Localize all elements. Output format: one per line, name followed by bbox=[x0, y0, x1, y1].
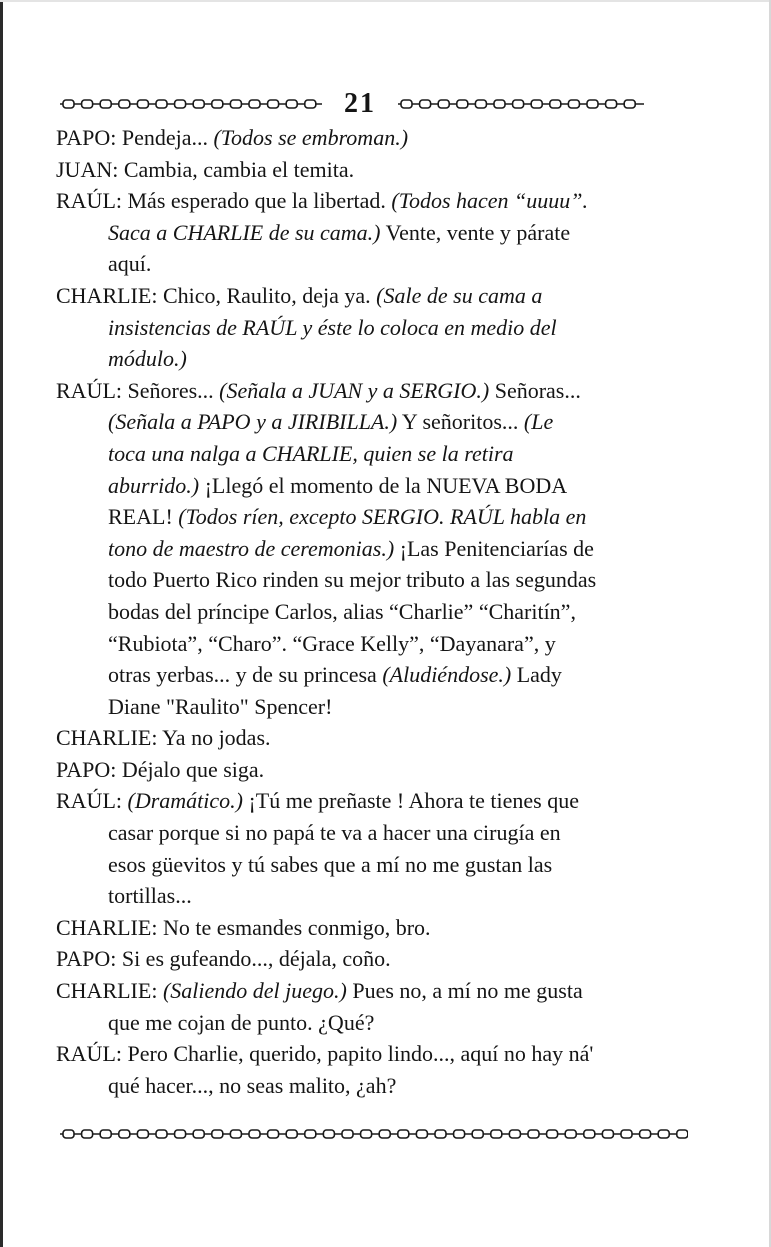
chain-link bbox=[513, 100, 524, 108]
chain-link bbox=[602, 1130, 613, 1138]
chain-link bbox=[119, 100, 130, 108]
chain-link bbox=[494, 100, 505, 108]
chain-link bbox=[175, 100, 186, 108]
dialogue-text: “Rubiota”, “Charo”. “Grace Kelly”, “Dayanara”, y bbox=[108, 630, 556, 656]
chain-link bbox=[230, 1130, 241, 1138]
chain-link bbox=[305, 100, 316, 108]
chain-link bbox=[435, 1130, 446, 1138]
dialogue-text: PAPO: Si es gufeando..., déjala, coño. bbox=[56, 946, 391, 972]
script-line bbox=[56, 943, 696, 975]
dialogue-text: otras yerbas... y de su princesa bbox=[108, 662, 383, 688]
script-line-continuation bbox=[56, 1070, 696, 1102]
stage-direction: (Dramático.) bbox=[127, 788, 243, 814]
chain-link bbox=[286, 100, 297, 108]
script-line-continuation bbox=[56, 438, 696, 470]
script-line-continuation bbox=[56, 217, 696, 249]
dialogue-text: todo Puerto Rico rinden su mejor tributo a las segundas bbox=[108, 567, 597, 593]
chain-link bbox=[509, 1130, 520, 1138]
stage-direction: aburrido.) bbox=[108, 472, 200, 498]
page-number: 21 bbox=[344, 88, 376, 119]
chain-ornament-right bbox=[398, 98, 644, 110]
dialogue-text: Pues no, a mí no me gusta bbox=[346, 978, 583, 1004]
stage-direction: (Saliendo del juego.) bbox=[162, 978, 347, 1004]
dialogue-text: CHARLIE: Chico, Raulito, deja ya. bbox=[56, 282, 377, 308]
chain-link bbox=[587, 100, 598, 108]
stage-direction: tono de maestro de ceremonias.) bbox=[108, 535, 395, 561]
dialogue-text: esos güevitos y tú sabes que a mí no me gustan las bbox=[108, 851, 553, 877]
stage-direction: insistencias de RAÚL y éste lo coloca en medio del bbox=[108, 314, 557, 340]
stage-direction: (Aludiéndose.) bbox=[382, 662, 512, 688]
dialogue-text: ¡Tú me preñaste ! Ahora te tienes que bbox=[242, 788, 579, 814]
chain-ornament-left bbox=[60, 98, 322, 110]
chain-right-graphic bbox=[398, 98, 644, 110]
dialogue-text: casar porque si no papá te va a hacer una cirugía en bbox=[108, 820, 561, 846]
chain-link bbox=[658, 1130, 669, 1138]
chain-link bbox=[624, 100, 635, 108]
dialogue-text: qué hacer..., no seas malito, ¿ah? bbox=[108, 1072, 397, 1098]
dialogue-text: CHARLIE: bbox=[56, 978, 163, 1004]
script-line-continuation bbox=[56, 880, 696, 912]
script-line bbox=[56, 1038, 696, 1070]
dialogue-text: REAL! bbox=[108, 504, 179, 530]
chain-link bbox=[212, 1130, 223, 1138]
chain-link bbox=[438, 100, 449, 108]
chain-link bbox=[454, 1130, 465, 1138]
dialogue-text: PAPO: Déjalo que siga. bbox=[56, 756, 265, 782]
dialogue-text: Vente, vente y párate bbox=[380, 219, 571, 245]
chain-link bbox=[249, 100, 260, 108]
stage-direction: toca una nalga a CHARLIE, quien se la retira bbox=[108, 440, 514, 466]
script-line bbox=[56, 122, 696, 154]
dialogue-text: aquí. bbox=[108, 251, 152, 277]
chain-link bbox=[63, 100, 74, 108]
dialogue-text: RAÚL: Pero Charlie, querido, papito lindo..., aquí no hay ná' bbox=[56, 1041, 594, 1067]
stage-direction: módulo.) bbox=[108, 346, 187, 372]
stage-direction: (Le bbox=[523, 409, 554, 435]
chain-link bbox=[528, 1130, 539, 1138]
script-line bbox=[56, 754, 696, 786]
chain-link bbox=[416, 1130, 427, 1138]
dialogue-text: ¡Llegó el momento de la NUEVA BODA bbox=[199, 472, 568, 498]
chain-link bbox=[305, 1130, 316, 1138]
script-line-continuation bbox=[56, 470, 696, 502]
chain-link bbox=[621, 1130, 632, 1138]
script-line bbox=[56, 912, 696, 944]
chain-link bbox=[100, 1130, 111, 1138]
dialogue-text: PAPO: Pendeja... bbox=[56, 125, 214, 150]
script-line-continuation bbox=[56, 817, 696, 849]
script-line bbox=[56, 375, 696, 407]
dialogue-text: CHARLIE: No te esmandes conmigo, bro. bbox=[56, 914, 431, 940]
dialogue-text: Y señoritos... bbox=[397, 409, 524, 435]
dialogue-text: tortillas... bbox=[108, 883, 192, 909]
script-line-continuation bbox=[56, 564, 696, 596]
chain-link bbox=[193, 1130, 204, 1138]
script-line bbox=[56, 154, 696, 186]
chain-link bbox=[550, 100, 561, 108]
chain-link bbox=[531, 100, 542, 108]
dialogue-text: RAÚL: bbox=[56, 788, 128, 814]
chain-link bbox=[268, 1130, 279, 1138]
script-line-continuation bbox=[56, 533, 696, 565]
stage-direction: (Sale de su cama a bbox=[376, 282, 543, 308]
chain-link bbox=[606, 100, 617, 108]
chain-link bbox=[323, 1130, 334, 1138]
dialogue-text: que me cojan de punto. ¿Qué? bbox=[108, 1009, 375, 1035]
chain-link bbox=[379, 1130, 390, 1138]
chain-link bbox=[286, 1130, 297, 1138]
chain-link bbox=[547, 1130, 558, 1138]
script-line-continuation bbox=[56, 1007, 696, 1039]
chain-link bbox=[137, 100, 148, 108]
chain-link bbox=[420, 100, 431, 108]
page-header bbox=[60, 86, 650, 122]
chain-link bbox=[212, 100, 223, 108]
dialogue-text: RAÚL: Señores... bbox=[56, 377, 220, 403]
chain-link bbox=[475, 100, 486, 108]
dialogue-text: CHARLIE: Ya no jodas. bbox=[56, 725, 271, 751]
script-line-continuation bbox=[56, 628, 696, 660]
chain-link bbox=[82, 1130, 93, 1138]
chain-link bbox=[230, 100, 241, 108]
chain-link bbox=[584, 1130, 595, 1138]
chain-link bbox=[193, 100, 204, 108]
script-line-continuation bbox=[56, 312, 696, 344]
play-script bbox=[56, 122, 696, 1101]
chain-link bbox=[398, 1130, 409, 1138]
chain-link bbox=[175, 1130, 186, 1138]
dialogue-text: Lady bbox=[511, 662, 562, 688]
script-line-continuation bbox=[56, 343, 696, 375]
stage-direction: (Todos se embroman.) bbox=[213, 125, 409, 150]
chain-link bbox=[342, 1130, 353, 1138]
chain-link bbox=[472, 1130, 483, 1138]
chain-link bbox=[268, 100, 279, 108]
chain-link bbox=[677, 1130, 688, 1138]
page-top-edge bbox=[0, 0, 771, 2]
dialogue-text: Señoras... bbox=[489, 377, 581, 403]
dialogue-text: RAÚL: Más esperado que la libertad. bbox=[56, 188, 392, 214]
chain-link bbox=[100, 100, 111, 108]
script-line-continuation bbox=[56, 501, 696, 533]
script-line bbox=[56, 185, 696, 217]
chain-footer-graphic bbox=[60, 1128, 688, 1140]
chain-link bbox=[119, 1130, 130, 1138]
chain-link bbox=[63, 1130, 74, 1138]
page-spine-edge bbox=[0, 0, 3, 1247]
stage-direction: Saca a CHARLIE de su cama.) bbox=[108, 219, 381, 245]
script-line bbox=[56, 722, 696, 754]
chain-link bbox=[640, 1130, 651, 1138]
script-line-continuation bbox=[56, 849, 696, 881]
chain-ornament-footer bbox=[60, 1128, 688, 1140]
chain-link bbox=[457, 100, 468, 108]
dialogue-text: JUAN: Cambia, cambia el temita. bbox=[56, 156, 355, 182]
script-line-continuation bbox=[56, 406, 696, 438]
dialogue-text: ¡Las Penitenciarías de bbox=[394, 535, 594, 561]
script-line bbox=[56, 975, 696, 1007]
chain-link bbox=[401, 100, 412, 108]
chain-left-graphic bbox=[60, 98, 322, 110]
dialogue-text: bodas del príncipe Carlos, alias “Charlie” “Charitín”, bbox=[108, 598, 576, 624]
chain-link bbox=[565, 1130, 576, 1138]
stage-direction: (Todos hacen “uuuu”. bbox=[391, 188, 589, 214]
script-line bbox=[56, 280, 696, 312]
stage-direction: (Señala a JUAN y a SERGIO.) bbox=[219, 377, 490, 403]
script-line-continuation bbox=[56, 596, 696, 628]
chain-link bbox=[82, 100, 93, 108]
chain-link bbox=[249, 1130, 260, 1138]
dialogue-text: Diane "Raulito" Spencer! bbox=[108, 693, 333, 719]
script-line-continuation bbox=[56, 248, 696, 280]
chain-link bbox=[156, 100, 167, 108]
chain-link bbox=[156, 1130, 167, 1138]
stage-direction: (Señala a PAPO y a JIRIBILLA.) bbox=[108, 409, 398, 435]
chain-link bbox=[137, 1130, 148, 1138]
script-line-continuation bbox=[56, 659, 696, 691]
stage-direction: (Todos ríen, excepto SERGIO. RAÚL habla en bbox=[178, 504, 587, 530]
chain-link bbox=[491, 1130, 502, 1138]
script-line bbox=[56, 785, 696, 817]
script-line-continuation bbox=[56, 691, 696, 723]
chain-link bbox=[568, 100, 579, 108]
chain-link bbox=[361, 1130, 372, 1138]
